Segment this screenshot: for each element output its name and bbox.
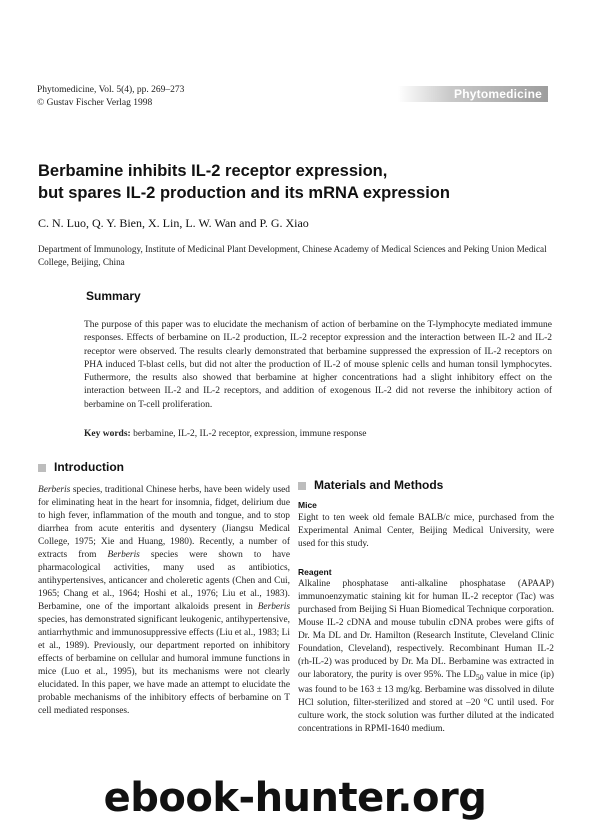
methods-heading bbox=[298, 478, 443, 492]
affiliation: Department of Immunology, Institute of Medicinal Plant Development, Chinese Academy of Medical Sciences and Peking Union Medical College, Beijing, China bbox=[38, 244, 547, 267]
reagent-subheading: Reagent bbox=[298, 567, 332, 577]
introduction-text bbox=[38, 484, 290, 718]
title-line-1: Berbamine inhibits IL-2 receptor expression, bbox=[38, 162, 388, 180]
keywords-text: berbamine, IL-2, IL-2 receptor, expression, immune response bbox=[133, 429, 367, 439]
journal-brand-label: Phytomedicine bbox=[454, 87, 542, 101]
section-bullet-icon bbox=[298, 482, 306, 490]
ld50-subscript: 50 bbox=[475, 672, 484, 682]
summary-heading: Summary bbox=[86, 289, 141, 303]
mice-subheading: Mice bbox=[298, 500, 317, 510]
intro-text-a: species, traditional Chinese herbs, have been widely used for eliminating heat in the heart for insomnia, fidget, delirium due to high fever, inflammation of the mouth and tongue, and to stop diarrhea from acute enteritis and dysentery (Jiangsu Medical College, 1975; Xie and Huang, 1980). Recently, a number of extracts from bbox=[38, 485, 290, 560]
intro-text-c: species, has demonstrated significant leukogenic, antihypertensive, antiarrhythmic and immunosuppressive effects (Liu et al., 1983; Li et al., 1989). Previously, our department reported on inhibitory effects of berbamine on cellular and humoral immune functions in mice (Luo et al., 1995), but its mechanisms were not clearly elucidated. In this paper, we have made an attempt to elucidate the probable mechanisms of the inhibitory effects of berbamine on T cell mediated responses. bbox=[38, 615, 290, 716]
introduction-heading bbox=[38, 460, 124, 474]
reagent-text-b: value in mice (ip) was found to be 163 ± 13 mg/kg. Berbamine was dissolved in dilute HCl solution, filter-sterilized and stored at –20 °C until used. For culture work, the stock solution was further diluted at the indicated concentrations in RPMI-1640 medium. bbox=[298, 670, 554, 734]
journal-brand-banner bbox=[398, 86, 548, 102]
methods-heading-label: Materials and Methods bbox=[314, 478, 444, 492]
intro-italic-genus-3: Berberis bbox=[257, 602, 290, 612]
section-bullet-icon bbox=[38, 464, 46, 472]
intro-italic-genus-2: Berberis bbox=[107, 550, 140, 560]
reagent-text bbox=[298, 578, 554, 736]
reagent-text-a: Alkaline phosphatase anti-alkaline phosphatase (APAAP) immunoenzymatic staining kit for human IL-2 receptor (Tac) was purchased from Beijing Si Huan Biomedical Technique corporation. Mouse IL-2 cDNA and mouse tubulin cDNA probes were gifts of Dr. Ma DL and Dr. Hamilton (Research Institute, Cleveland Clinic Foundation, Cleveland), respectively. Recombinant Human IL-2 (rh-IL-2) was produced by Dr. Ma DL. Berbamine was extracted in our laboratory, the purity is over 95%. The LD bbox=[298, 579, 554, 680]
author-list: C. N. Luo, Q. Y. Bien, X. Lin, L. W. Wan and P. G. Xiao bbox=[38, 216, 309, 230]
keywords bbox=[84, 428, 552, 441]
keywords-label: Key words: bbox=[84, 429, 131, 439]
journal-volume: Phytomedicine, Vol. 5(4), pp. 269–273 bbox=[37, 85, 185, 95]
introduction-heading-label: Introduction bbox=[54, 460, 124, 474]
title-line-2: but spares IL-2 production and its mRNA expression bbox=[38, 184, 450, 202]
journal-citation bbox=[37, 84, 184, 109]
journal-copyright: © Gustav Fischer Verlag 1998 bbox=[37, 97, 153, 108]
intro-italic-genus-1: Berberis bbox=[38, 485, 71, 495]
watermark: ebook-hunter.org bbox=[103, 775, 487, 821]
summary-text: The purpose of this paper was to elucidate the mechanism of action of berbamine on the T-lymphocyte mediated immune responses. Effects of berbamine on IL-2 production, IL-2 receptor expression and the interaction between IL-2 and IL-2 receptor were observed. The results clearly demonstrated that berbamine suppressed the expression of IL-2 receptors on PHA induced T-blast cells, but did not alter the production of IL-2 of mouse splenic cells and human tonsil lymphocytes. Futhermore, the results also showed that berbamine at higher concentrations had a slight inhibitory effect on the interaction between IL-2 and IL-2 receptors, and addition of exogenous IL-2 did not reverse the inhibitory action of berbamine on T-cell proliferation. bbox=[84, 320, 552, 410]
mice-text: Eight to ten week old female BALB/c mice, purchased from the Experimental Animal Center, Beijing Medical University, were used for this study. bbox=[298, 513, 554, 549]
article-title bbox=[38, 160, 558, 204]
intro-text-b: species were shown to have pharmacological activities, many used as antibiotics, antihypertensives, anticancer and choleretic agents (Chen and Cui, 1965; Chang et al., 1964; Hoshi et al., 1976; Liu et al., 1983). Berbamine, one of the important alkaloids present in bbox=[38, 550, 291, 612]
